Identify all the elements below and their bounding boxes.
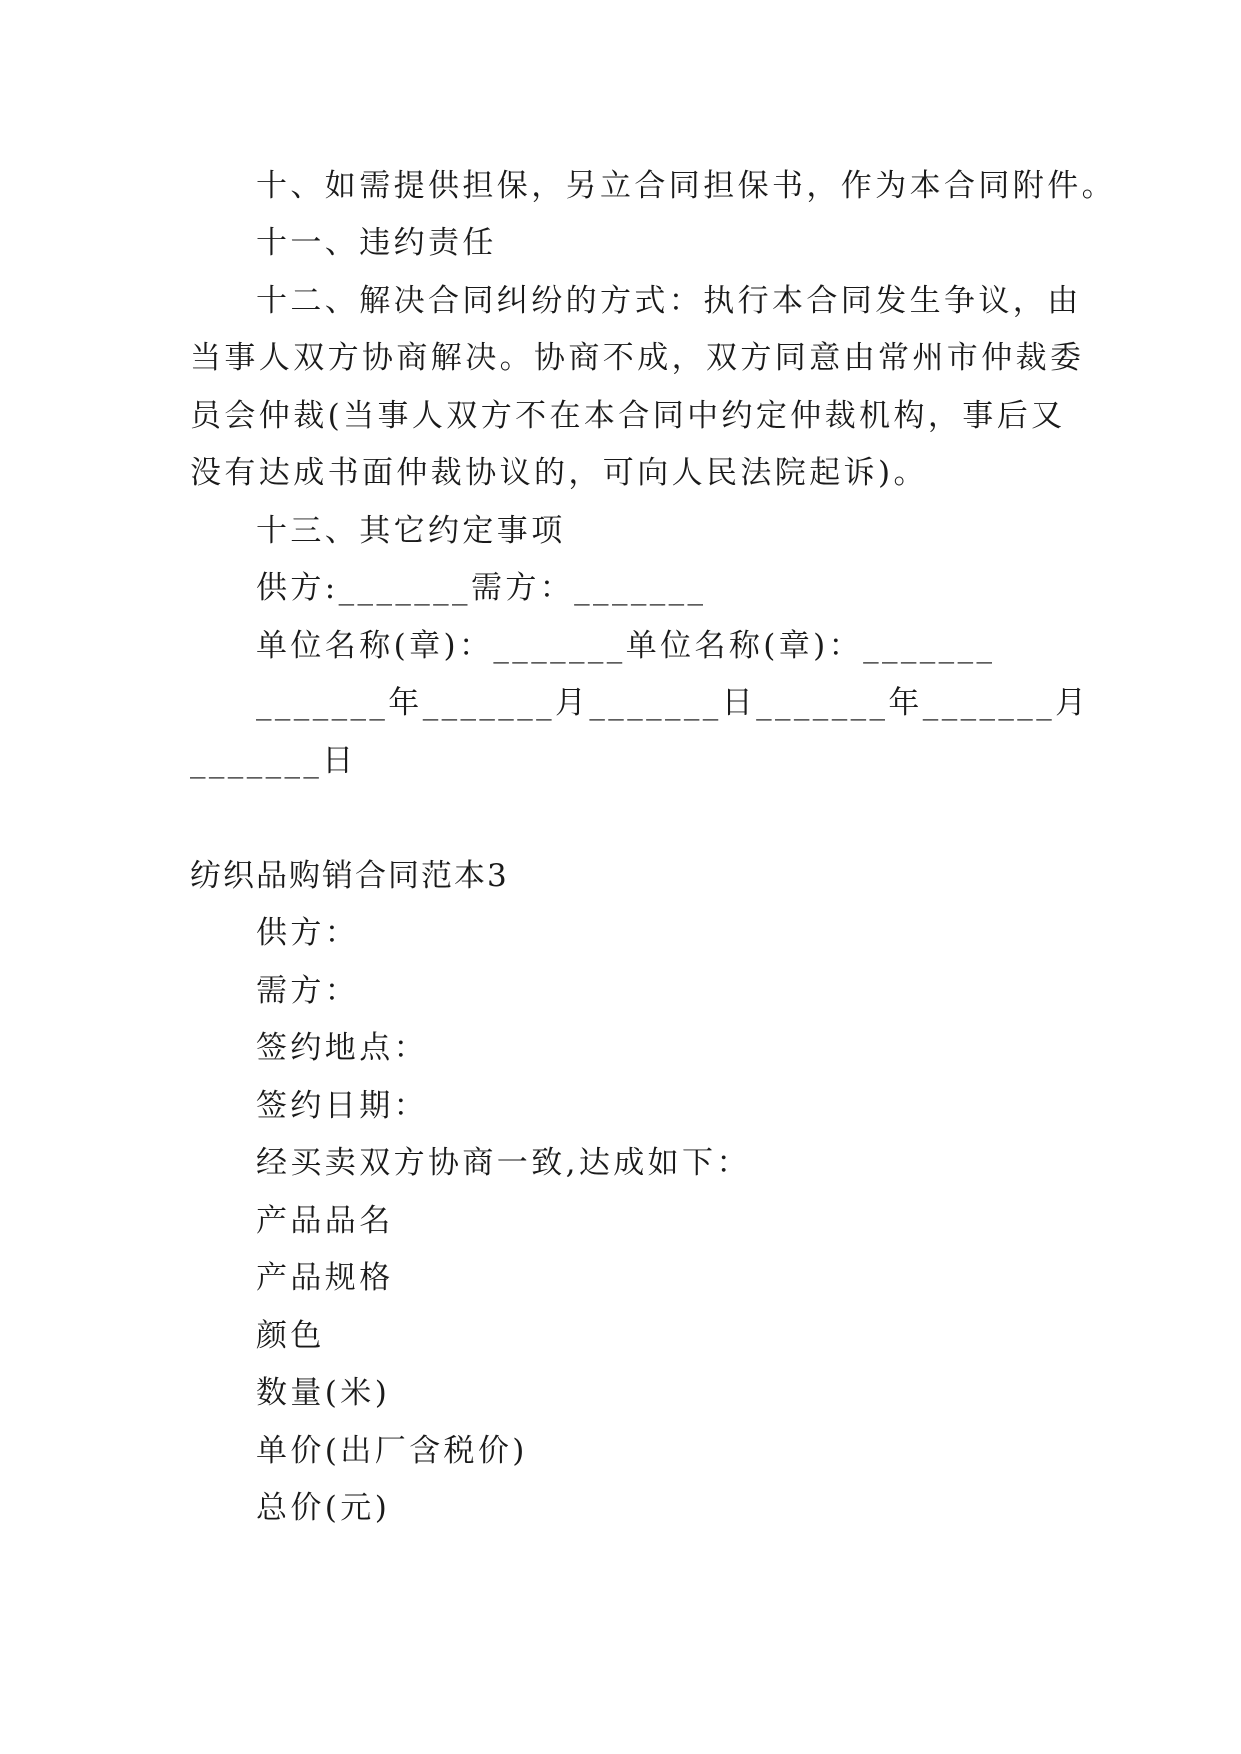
sign-date-label: 签约日期： bbox=[256, 1088, 428, 1124]
quantity-label: 数量(米) bbox=[256, 1375, 391, 1411]
clause-13: 十三、其它约定事项 bbox=[256, 513, 566, 549]
clause-10: 十、如需提供担保，另立合同担保书，作为本合同附件。 bbox=[256, 168, 1116, 204]
sign-place-label: 签约地点： bbox=[256, 1030, 428, 1066]
section-title: 纺织品购销合同范本3 bbox=[190, 858, 509, 894]
parties-line: 供方:_______需方：_______ bbox=[256, 570, 707, 606]
clause-11: 十一、违约责任 bbox=[256, 225, 497, 261]
color-label: 颜色 bbox=[256, 1318, 325, 1354]
unit-price-label: 单价(出厂含税价) bbox=[256, 1433, 528, 1469]
clause-12-line-2: 当事人双方协商解决。协商不成，双方同意由常州市仲裁委 bbox=[190, 340, 1085, 376]
clause-12-line-3: 员会仲裁(当事人双方不在本合同中约定仲裁机构，事后又 bbox=[190, 398, 1066, 434]
agreement-line: 经买卖双方协商一致,达成如下： bbox=[256, 1145, 751, 1181]
unit-name-line: 单位名称(章)：_______单位名称(章)：_______ bbox=[256, 628, 996, 664]
date-line-1: _______年_______月_______日_______年_______月 bbox=[256, 685, 1090, 721]
clause-12-line-1: 十二、解决合同纠纷的方式：执行本合同发生争议，由 bbox=[256, 283, 1082, 319]
buyer-label: 需方： bbox=[256, 973, 360, 1009]
date-line-2: _______日 bbox=[190, 743, 357, 779]
product-spec-label: 产品规格 bbox=[256, 1260, 394, 1296]
product-name-label: 产品品名 bbox=[256, 1203, 394, 1239]
clause-12-line-4: 没有达成书面仲裁协议的，可向人民法院起诉)。 bbox=[190, 455, 928, 491]
supplier-label: 供方： bbox=[256, 915, 360, 951]
total-price-label: 总价(元) bbox=[256, 1490, 391, 1526]
